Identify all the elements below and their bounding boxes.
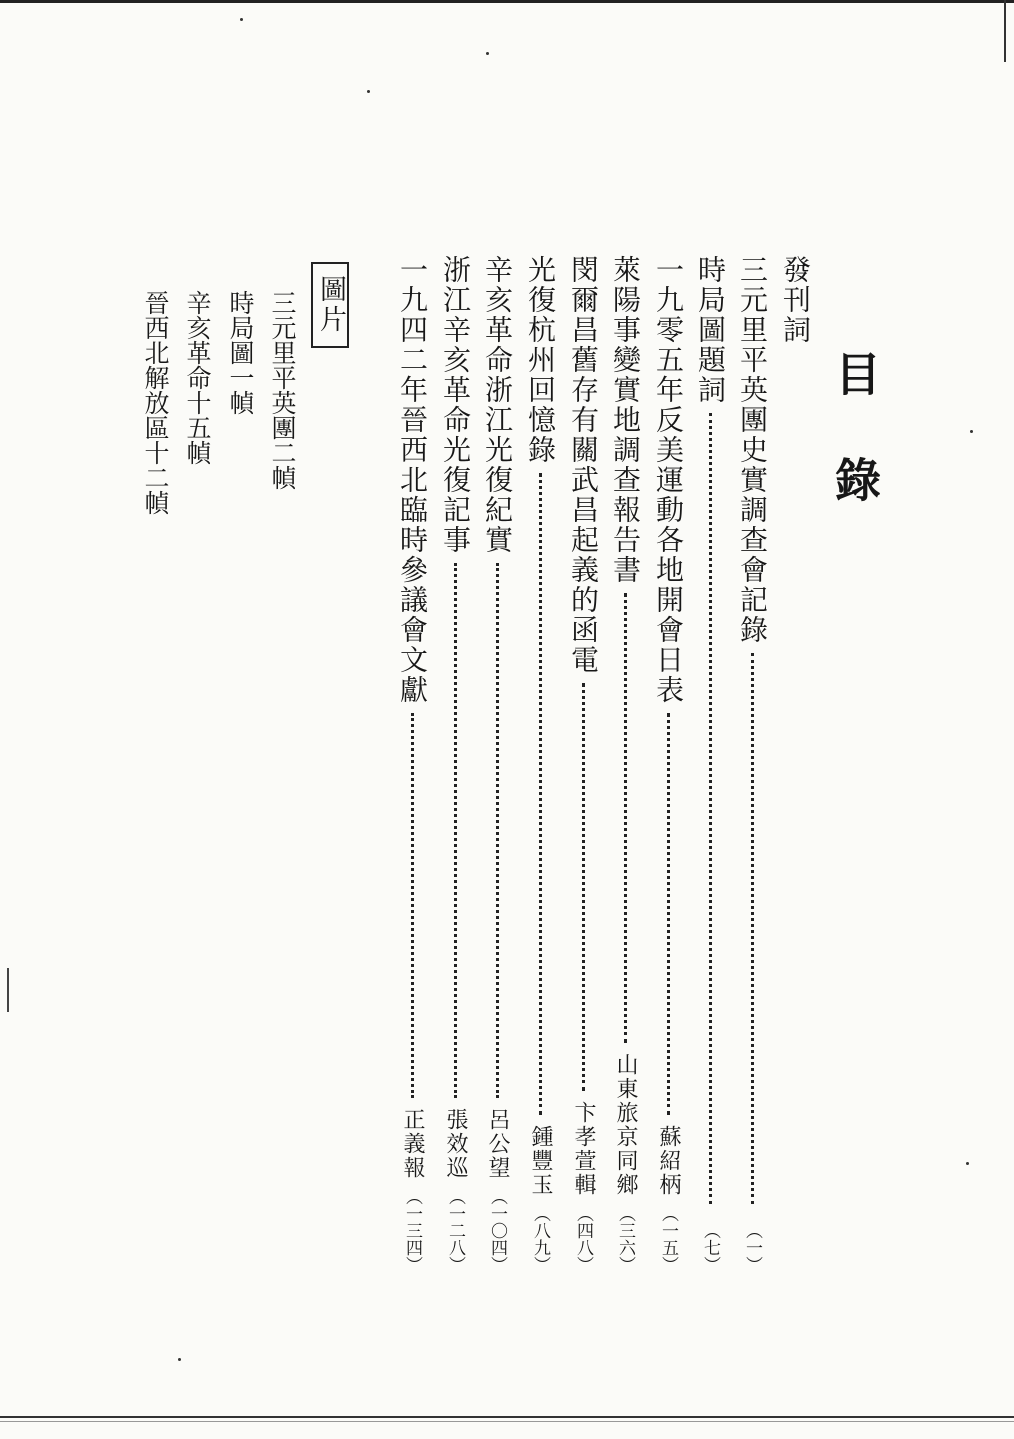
toc-entry-page: （三六） (615, 1205, 635, 1273)
toc-entry (777, 255, 813, 1273)
toc-entry-title: 一九四二年晉西北臨時參議會文獻 (396, 255, 429, 705)
toc-entry-page: （一〇四） (487, 1188, 507, 1273)
toc-entry-title: 辛亥革命浙江光復紀實 (481, 255, 514, 555)
dot-leader (709, 413, 712, 1204)
toc-entry-author: 山東旅京同鄉 (613, 1053, 638, 1197)
toc-entry-author: 呂公望 (485, 1108, 510, 1180)
illustration-item: 三元里平英團二幀 (268, 290, 297, 490)
dot-leader (624, 593, 627, 1043)
scan-speck (970, 430, 973, 433)
toc-entry-page: （一三四） (402, 1188, 422, 1273)
scan-speck (178, 1358, 181, 1361)
toc-entry (734, 255, 770, 1273)
toc-entry-page: （八九） (530, 1205, 550, 1273)
toc-entry-page: （一） (742, 1222, 762, 1273)
scan-speck (486, 52, 489, 55)
toc-entry (565, 255, 601, 1273)
toc-entry-title: 發刊詞 (779, 255, 812, 345)
toc-entry-title: 光復杭州回憶錄 (524, 255, 557, 465)
toc-entry-page: （一二八） (445, 1188, 465, 1273)
toc-entry (479, 255, 515, 1273)
dot-leader (496, 563, 499, 1098)
scan-speck (240, 18, 243, 21)
toc-entry (692, 255, 728, 1273)
page-title: 目錄 (828, 350, 882, 562)
toc-entry (607, 255, 643, 1273)
scan-right-rule (1004, 0, 1006, 62)
toc-entry-title: 一九零五年反美運動各地開會日表 (652, 255, 685, 705)
dot-leader (539, 473, 542, 1115)
dot-leader (667, 713, 670, 1115)
dot-leader (411, 713, 414, 1098)
toc-entry-title: 三元里平英團史實調查會記錄 (736, 255, 769, 645)
toc-entry-author: 正義報 (400, 1108, 425, 1180)
toc-entry (437, 255, 473, 1273)
scan-bottom-rule-faint (0, 1421, 1014, 1422)
illustration-item: 辛亥革命十五幀 (183, 290, 212, 465)
toc-entry-title: 萊陽事變實地調查報告書 (609, 255, 642, 585)
toc-entry-author: 張效巡 (443, 1108, 468, 1180)
scan-bottom-rule (0, 1416, 1014, 1418)
scan-speck (367, 90, 370, 93)
dot-leader (582, 683, 585, 1091)
toc-entry-author: 卞孝萱輯 (571, 1101, 596, 1197)
illustration-item: 晉西北解放區十二幀 (141, 290, 170, 515)
scan-left-mark (7, 968, 9, 1012)
toc-entry-author: 蘇紹柄 (656, 1125, 681, 1197)
scan-speck (966, 1162, 969, 1165)
illustrations-heading: 圖片 (315, 275, 346, 335)
dot-leader (751, 653, 754, 1204)
toc-entry-page: （七） (700, 1222, 720, 1273)
scan-top-rule (0, 0, 1014, 3)
toc-entry-page: （一五） (658, 1205, 678, 1273)
illustrations-heading-box (311, 262, 349, 348)
toc-entry (394, 255, 430, 1273)
dot-leader (454, 563, 457, 1098)
toc-entry-title: 時局圖題詞 (694, 255, 727, 405)
toc-entry-title: 閔爾昌舊存有關武昌起義的函電 (567, 255, 600, 675)
toc-entry (650, 255, 686, 1273)
toc-entry-author: 鍾豐玉 (528, 1125, 553, 1197)
toc-entry-title: 浙江辛亥革命光復記事 (439, 255, 472, 555)
toc-entry (522, 255, 558, 1273)
illustration-item: 時局圖一幀 (226, 290, 255, 415)
toc-entry-page: （四八） (573, 1205, 593, 1273)
